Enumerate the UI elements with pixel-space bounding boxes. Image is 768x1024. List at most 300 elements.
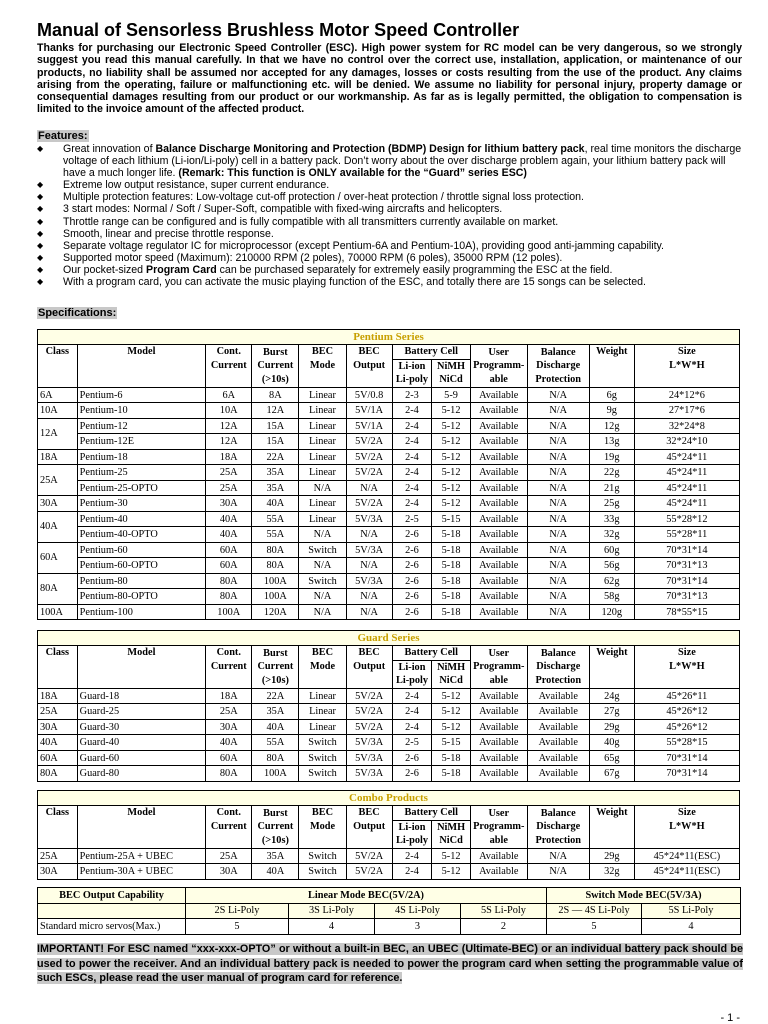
guard-series-table <box>37 630 740 782</box>
pentium-series-table <box>37 329 740 620</box>
bec-output-header <box>346 345 392 388</box>
li-header <box>392 820 432 848</box>
mode-cell: Switch <box>299 848 346 864</box>
bec-output-header <box>346 646 392 689</box>
bal-cell: Available <box>527 750 589 766</box>
class-cell: 18A <box>38 449 78 465</box>
table-row <box>38 735 740 751</box>
table-row <box>38 449 740 465</box>
model-cell: Guard-40 <box>77 735 206 751</box>
header-text: Size <box>678 807 696 818</box>
out-cell: N/A <box>346 604 392 620</box>
user-cell: Available <box>470 719 527 735</box>
user-cell: Available <box>470 688 527 704</box>
header-text: Discharge <box>536 360 581 372</box>
specifications-heading: Specifications: <box>38 307 117 319</box>
li-cell: 2-6 <box>392 589 432 605</box>
model-cell: Guard-30 <box>77 719 206 735</box>
class-cell: 18A <box>38 688 78 704</box>
li-cell: 2-6 <box>392 542 432 558</box>
burst-cell: 8A <box>252 387 299 403</box>
header-text: Li-ion <box>398 661 426 673</box>
table-row <box>38 704 740 720</box>
out-cell: 5V/2A <box>346 434 392 450</box>
feature-item: ◆ 3 start modes: Normal / Soft / Super-Soft, compatible with fixed-wing aircrafts and helicopters. <box>37 203 745 215</box>
size-cell: 78*55*15 <box>634 604 739 620</box>
size-cell: 45*26*12 <box>634 704 739 720</box>
header-text: able <box>489 373 508 385</box>
bec-mode-header <box>299 345 346 388</box>
model-cell: Guard-25 <box>77 704 206 720</box>
header-text: (>10s) <box>261 834 289 846</box>
bal-cell: N/A <box>527 604 589 620</box>
li-cell: 2-4 <box>392 465 432 481</box>
header-text: Burst <box>263 647 288 659</box>
w-cell: 33g <box>589 511 634 527</box>
header-text: User <box>488 346 510 358</box>
cont-cell: 60A <box>206 750 252 766</box>
header-text: Current <box>257 821 294 833</box>
user-cell: Available <box>470 704 527 720</box>
class-header <box>38 646 78 689</box>
burst-cell: 80A <box>252 750 299 766</box>
burst-cell: 35A <box>252 848 299 864</box>
burst-cell: 35A <box>252 704 299 720</box>
series-title: Pentium Series <box>38 330 740 345</box>
class-header <box>38 806 78 849</box>
ni-cell: 5-18 <box>432 604 471 620</box>
size-cell: 70*31*14 <box>634 573 739 589</box>
w-cell: 19g <box>589 449 634 465</box>
ni-cell: 5-12 <box>432 465 471 481</box>
ni-cell: 5-18 <box>432 750 471 766</box>
model-cell: Pentium-80 <box>77 573 206 589</box>
model-cell: Pentium-100 <box>77 604 206 620</box>
bec-output-header <box>346 806 392 849</box>
cont-cell: 12A <box>206 434 252 450</box>
bal-cell: N/A <box>527 403 589 419</box>
header-text: Burst <box>263 807 288 819</box>
w-cell: 13g <box>589 434 634 450</box>
user-cell: Available <box>470 418 527 434</box>
class-cell: 60A <box>38 750 78 766</box>
w-cell: 65g <box>589 750 634 766</box>
cont-cell: 10A <box>206 403 252 419</box>
user-cell: Available <box>470 449 527 465</box>
table-row <box>38 403 740 419</box>
size-cell: 27*17*6 <box>634 403 739 419</box>
user-programmable-header <box>470 806 527 849</box>
size-header <box>634 806 739 849</box>
cont-cell: 60A <box>206 542 252 558</box>
w-cell: 6g <box>589 387 634 403</box>
table-row <box>38 542 740 558</box>
feature-item: ◆ Extreme low output resistance, super current endurance. <box>37 179 745 191</box>
header-text: NiCd <box>439 835 463 847</box>
header-text: Mode <box>309 359 336 371</box>
mode-cell: Switch <box>299 542 346 558</box>
w-cell: 60g <box>589 542 634 558</box>
header-text: BEC <box>311 807 334 818</box>
out-cell: 5V/2A <box>346 465 392 481</box>
header-text: Output <box>353 820 386 832</box>
header-text: Cont. <box>216 346 241 357</box>
size-cell: 45*24*11 <box>634 480 739 496</box>
ni-cell: 5-18 <box>432 558 471 574</box>
burst-current-header <box>252 345 299 388</box>
user-cell: Available <box>470 750 527 766</box>
header-text: Programm- <box>473 821 525 833</box>
header-text: NiMH <box>437 661 466 673</box>
header-text: Size <box>678 647 696 658</box>
cont-cell: 100A <box>206 604 252 620</box>
bec-col-header: 2S Li-Poly <box>186 903 289 919</box>
out-cell: N/A <box>346 527 392 543</box>
bal-cell: N/A <box>527 496 589 512</box>
intro-paragraph: Thanks for purchasing our Electronic Speed Controller (ESC). High power system for RC model can be very dangerous, so we strongly suggest you read this manual carefully. In that we have no control over the correct use, installation, application, or maintenance of our products, no liability shall be assumed nor accepted for any damages, losses or costs resulting from the use of the product. Any claims arising from the operating, failure or malfunctioning etc. will be denied. We assume no liability for personal injury, property damage or consequential damages resulting from our product or our workmanship. As far as is legally permitted, the obligation to compensation is limited to the invoice amount of the affected product. <box>37 42 742 116</box>
mode-cell: Linear <box>299 418 346 434</box>
header-text: Cont. <box>216 807 241 818</box>
bec-value: 5 <box>547 919 642 935</box>
w-cell: 9g <box>589 403 634 419</box>
class-cell: 12A <box>38 418 78 449</box>
battery-cell-header: Battery Cell <box>392 806 470 821</box>
table-row <box>38 434 740 450</box>
li-cell: 2-4 <box>392 403 432 419</box>
header-text: Balance <box>540 807 576 819</box>
li-cell: 2-4 <box>392 418 432 434</box>
w-cell: 29g <box>589 848 634 864</box>
burst-cell: 40A <box>252 496 299 512</box>
burst-cell: 35A <box>252 465 299 481</box>
model-header <box>77 806 206 849</box>
bec-col-header: 5S Li-Poly <box>642 903 741 919</box>
feature-remark: (Remark: This function is ONLY available for the “Guard” series ESC) <box>178 167 527 180</box>
mode-cell: Switch <box>299 750 346 766</box>
bal-cell: N/A <box>527 527 589 543</box>
ni-cell: 5-18 <box>432 542 471 558</box>
out-cell: 5V/3A <box>346 511 392 527</box>
user-programmable-header <box>470 646 527 689</box>
mode-cell: Linear <box>299 387 346 403</box>
feature-item: ◆ With a program card, you can activate the music playing function of the ESC, and totally there are 15 songs can be selected. <box>37 276 745 288</box>
table-row <box>38 558 740 574</box>
cont-current-header <box>206 806 252 849</box>
bec-row-label: Standard micro servos(Max.) <box>38 919 186 935</box>
header-text: Mode <box>309 820 336 832</box>
linear-mode-header: Linear Mode BEC(5V/2A) <box>186 888 547 904</box>
mode-cell: Linear <box>299 704 346 720</box>
bal-cell: Available <box>527 704 589 720</box>
header-text: L*W*H <box>669 359 705 371</box>
header-text: Output <box>353 660 386 672</box>
w-cell: 67g <box>589 766 634 782</box>
size-cell: 45*26*12 <box>634 719 739 735</box>
class-cell: 60A <box>38 542 78 573</box>
size-cell: 45*24*11(ESC) <box>634 864 739 880</box>
bal-cell: N/A <box>527 542 589 558</box>
table-row <box>38 496 740 512</box>
header-text: User <box>488 647 510 659</box>
out-cell: 5V/0.8 <box>346 387 392 403</box>
bal-cell: N/A <box>527 573 589 589</box>
weight-header <box>589 806 634 849</box>
ni-cell: 5-18 <box>432 527 471 543</box>
burst-cell: 40A <box>252 864 299 880</box>
ni-header <box>432 359 471 387</box>
header-text: Weight <box>596 807 628 818</box>
cont-cell: 40A <box>206 735 252 751</box>
header-text: Current <box>210 359 247 371</box>
ni-cell: 5-12 <box>432 864 471 880</box>
weight-header <box>589 646 634 689</box>
user-cell: Available <box>470 434 527 450</box>
class-cell: 25A <box>38 465 78 496</box>
burst-cell: 22A <box>252 449 299 465</box>
header-text: Class <box>45 807 70 818</box>
bal-cell: Available <box>527 766 589 782</box>
series-title: Combo Products <box>38 791 740 806</box>
mode-cell: Switch <box>299 735 346 751</box>
ni-cell: 5-12 <box>432 688 471 704</box>
li-cell: 2-6 <box>392 604 432 620</box>
header-text: Weight <box>596 647 628 658</box>
ni-cell: 5-15 <box>432 735 471 751</box>
important-note <box>37 942 743 986</box>
w-cell: 56g <box>589 558 634 574</box>
cont-cell: 18A <box>206 449 252 465</box>
cont-current-header <box>206 345 252 388</box>
burst-cell: 35A <box>252 480 299 496</box>
ni-cell: 5-18 <box>432 589 471 605</box>
header-text: BEC <box>358 647 380 658</box>
size-cell: 45*26*11 <box>634 688 739 704</box>
header-text: Li-poly <box>395 374 428 386</box>
w-cell: 25g <box>589 496 634 512</box>
model-cell: Guard-18 <box>77 688 206 704</box>
features-list <box>37 143 745 288</box>
mode-cell: Linear <box>299 403 346 419</box>
out-cell: 5V/3A <box>346 735 392 751</box>
class-cell: 40A <box>38 735 78 751</box>
user-cell: Available <box>470 864 527 880</box>
bal-cell: N/A <box>527 387 589 403</box>
user-cell: Available <box>470 480 527 496</box>
header-text: Class <box>45 647 70 658</box>
size-cell: 24*12*6 <box>634 387 739 403</box>
header-text: Burst <box>263 346 288 358</box>
burst-cell: 100A <box>252 766 299 782</box>
model-cell: Pentium-30 <box>77 496 206 512</box>
table-row <box>38 387 740 403</box>
model-cell: Pentium-25A + UBEC <box>77 848 206 864</box>
bec-value: 2 <box>461 919 547 935</box>
balance-discharge-header <box>527 646 589 689</box>
w-cell: 29g <box>589 719 634 735</box>
battery-cell-header: Battery Cell <box>392 646 470 661</box>
burst-cell: 100A <box>252 573 299 589</box>
table-row <box>38 719 740 735</box>
header-text: L*W*H <box>669 820 705 832</box>
header-text: Li-ion <box>398 360 426 372</box>
cont-cell: 30A <box>206 496 252 512</box>
cont-cell: 80A <box>206 573 252 589</box>
bal-cell: N/A <box>527 480 589 496</box>
header-text: Class <box>45 346 70 357</box>
size-cell: 32*24*10 <box>634 434 739 450</box>
li-cell: 2-4 <box>392 848 432 864</box>
bec-output-table <box>37 887 741 935</box>
li-cell: 2-5 <box>392 511 432 527</box>
w-cell: 24g <box>589 688 634 704</box>
out-cell: N/A <box>346 589 392 605</box>
balance-discharge-header <box>527 806 589 849</box>
bal-cell: N/A <box>527 864 589 880</box>
w-cell: 22g <box>589 465 634 481</box>
model-cell: Guard-60 <box>77 750 206 766</box>
out-cell: 5V/3A <box>346 542 392 558</box>
cont-cell: 60A <box>206 558 252 574</box>
table-row <box>38 688 740 704</box>
bal-cell: Available <box>527 735 589 751</box>
class-cell: 80A <box>38 766 78 782</box>
header-text: Current <box>257 661 294 673</box>
model-cell: Pentium-10 <box>77 403 206 419</box>
user-cell: Available <box>470 558 527 574</box>
bal-cell: N/A <box>527 848 589 864</box>
header-text: BEC <box>311 647 334 658</box>
header-text: able <box>489 674 508 686</box>
out-cell: 5V/1A <box>346 418 392 434</box>
cont-cell: 25A <box>206 704 252 720</box>
class-cell: 30A <box>38 719 78 735</box>
mode-cell: Linear <box>299 511 346 527</box>
table-row <box>38 848 740 864</box>
feature-item: ◆ Multiple protection features: Low-voltage cut-off protection / over-heat protection / throttle signal loss protection. <box>37 191 745 203</box>
ni-cell: 5-12 <box>432 848 471 864</box>
table-row <box>38 604 740 620</box>
combo-products-table <box>37 790 740 880</box>
user-cell: Available <box>470 387 527 403</box>
cont-cell: 25A <box>206 465 252 481</box>
bec-value: 3 <box>375 919 461 935</box>
header-text: BEC <box>311 346 334 357</box>
model-cell: Pentium-12E <box>77 434 206 450</box>
size-cell: 45*24*11(ESC) <box>634 848 739 864</box>
header-text: User <box>488 807 510 819</box>
model-cell: Pentium-18 <box>77 449 206 465</box>
header-text: Current <box>210 820 247 832</box>
bal-cell: Available <box>527 719 589 735</box>
table-row <box>38 750 740 766</box>
out-cell: N/A <box>346 558 392 574</box>
bec-col-header: 3S Li-Poly <box>289 903 375 919</box>
header-text: Protection <box>535 834 582 846</box>
model-cell: Pentium-12 <box>77 418 206 434</box>
size-cell: 45*24*11 <box>634 449 739 465</box>
header-text: Programm- <box>473 360 525 372</box>
feature-item: ◆ Supported motor speed (Maximum): 210000 RPM (2 poles), 70000 RPM (6 poles), 35000 RPM (12 poles). <box>37 252 745 264</box>
cont-cell: 18A <box>206 688 252 704</box>
class-cell: 6A <box>38 387 78 403</box>
bec-col-header: 4S Li-Poly <box>375 903 461 919</box>
user-cell: Available <box>470 766 527 782</box>
li-cell: 2-6 <box>392 766 432 782</box>
header-text: NiMH <box>437 360 466 372</box>
size-cell: 70*31*13 <box>634 589 739 605</box>
out-cell: 5V/2A <box>346 864 392 880</box>
table-row <box>38 864 740 880</box>
bal-cell: N/A <box>527 558 589 574</box>
mode-cell: Switch <box>299 573 346 589</box>
burst-cell: 55A <box>252 527 299 543</box>
model-cell: Pentium-25-OPTO <box>77 480 206 496</box>
size-header <box>634 345 739 388</box>
mode-cell: N/A <box>299 589 346 605</box>
table-row <box>38 465 740 481</box>
user-cell: Available <box>470 465 527 481</box>
bec-value: 4 <box>642 919 741 935</box>
li-cell: 2-4 <box>392 449 432 465</box>
ni-cell: 5-15 <box>432 511 471 527</box>
model-cell: Pentium-40-OPTO <box>77 527 206 543</box>
header-text: (>10s) <box>261 674 289 686</box>
header-text: BEC <box>358 807 380 818</box>
table-row <box>38 418 740 434</box>
li-cell: 2-6 <box>392 558 432 574</box>
out-cell: 5V/2A <box>346 449 392 465</box>
cont-cell: 40A <box>206 511 252 527</box>
burst-cell: 22A <box>252 688 299 704</box>
mode-cell: Linear <box>299 688 346 704</box>
header-text: NiMH <box>437 821 466 833</box>
feature-bold-text: Balance Discharge Monitoring and Protection (BDMP) Design for lithium battery pack <box>155 143 585 155</box>
burst-cell: 15A <box>252 434 299 450</box>
class-header <box>38 345 78 388</box>
header-text: Model <box>127 647 156 658</box>
user-cell: Available <box>470 604 527 620</box>
out-cell: 5V/2A <box>346 704 392 720</box>
page-number: - 1 - <box>720 1012 740 1024</box>
li-cell: 2-6 <box>392 573 432 589</box>
w-cell: 62g <box>589 573 634 589</box>
header-text: Cont. <box>216 647 241 658</box>
li-header <box>392 359 432 387</box>
mode-cell: Linear <box>299 496 346 512</box>
bal-cell: Available <box>527 688 589 704</box>
model-cell: Guard-80 <box>77 766 206 782</box>
bec-col-header: 5S Li-Poly <box>461 903 547 919</box>
balance-discharge-header <box>527 345 589 388</box>
ni-cell: 5-18 <box>432 766 471 782</box>
table-row <box>38 527 740 543</box>
mode-cell: N/A <box>299 558 346 574</box>
li-cell: 2-3 <box>392 387 432 403</box>
model-header <box>77 345 206 388</box>
out-cell: 5V/2A <box>346 496 392 512</box>
ni-cell: 5-12 <box>432 449 471 465</box>
feature-text: , real time monitors the discharge voltage of each lithium (Li-ion/Li-poly) cell in a battery pack. Don’t worry about the over discharge problem again, your lithium battery pack will have a much longer life. <box>63 143 742 180</box>
table-row <box>38 766 740 782</box>
li-cell: 2-4 <box>392 864 432 880</box>
user-cell: Available <box>470 542 527 558</box>
burst-cell: 40A <box>252 719 299 735</box>
header-text: Current <box>210 660 247 672</box>
header-text: Protection <box>535 373 581 385</box>
mode-cell: Linear <box>299 719 346 735</box>
header-text: Output <box>353 359 386 371</box>
header-text: BEC <box>358 346 380 357</box>
